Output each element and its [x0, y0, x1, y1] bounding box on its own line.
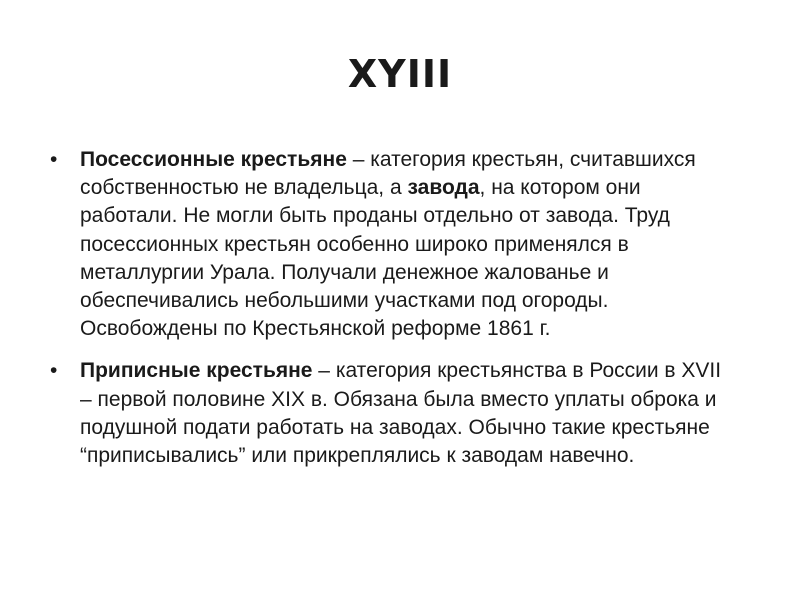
term-possessional-peasants: Посессионные крестьяне	[80, 148, 347, 171]
bullet-dot-icon: •	[50, 359, 58, 383]
bullet-item-ascribed-peasants	[48, 357, 728, 470]
definition-text: – категория крестьянства в России в XVII – первой половине XIX в. Обязана была вместо уплаты оброка и подушной подати работать на заводах. Обычно такие крестьяне “приписывались” или прикреплялись к заводам навечно.	[80, 359, 722, 468]
definition-text-part-2: , на котором они работали. Не могли быть проданы отдельно от завода. Труд посессионных крестьян особенно широко применялся в металлургии Урала. Получали денежное жалованье и обеспечивались небольшими участками под огороды. Освобождены по Крестьянской реформе 1861 г.	[80, 176, 670, 341]
definition-text-part-1: – категория крестьян, считавшихся собственностью не владельца, а	[80, 148, 696, 200]
slide-title: XYIII	[347, 52, 453, 96]
bullet-item-possessional-peasants	[48, 146, 728, 343]
term-ascribed-peasants: Приписные крестьяне	[80, 359, 313, 383]
bullet-list	[48, 146, 728, 470]
bullet-dot-icon: •	[50, 148, 58, 171]
bold-word-factory: завода	[407, 176, 480, 200]
